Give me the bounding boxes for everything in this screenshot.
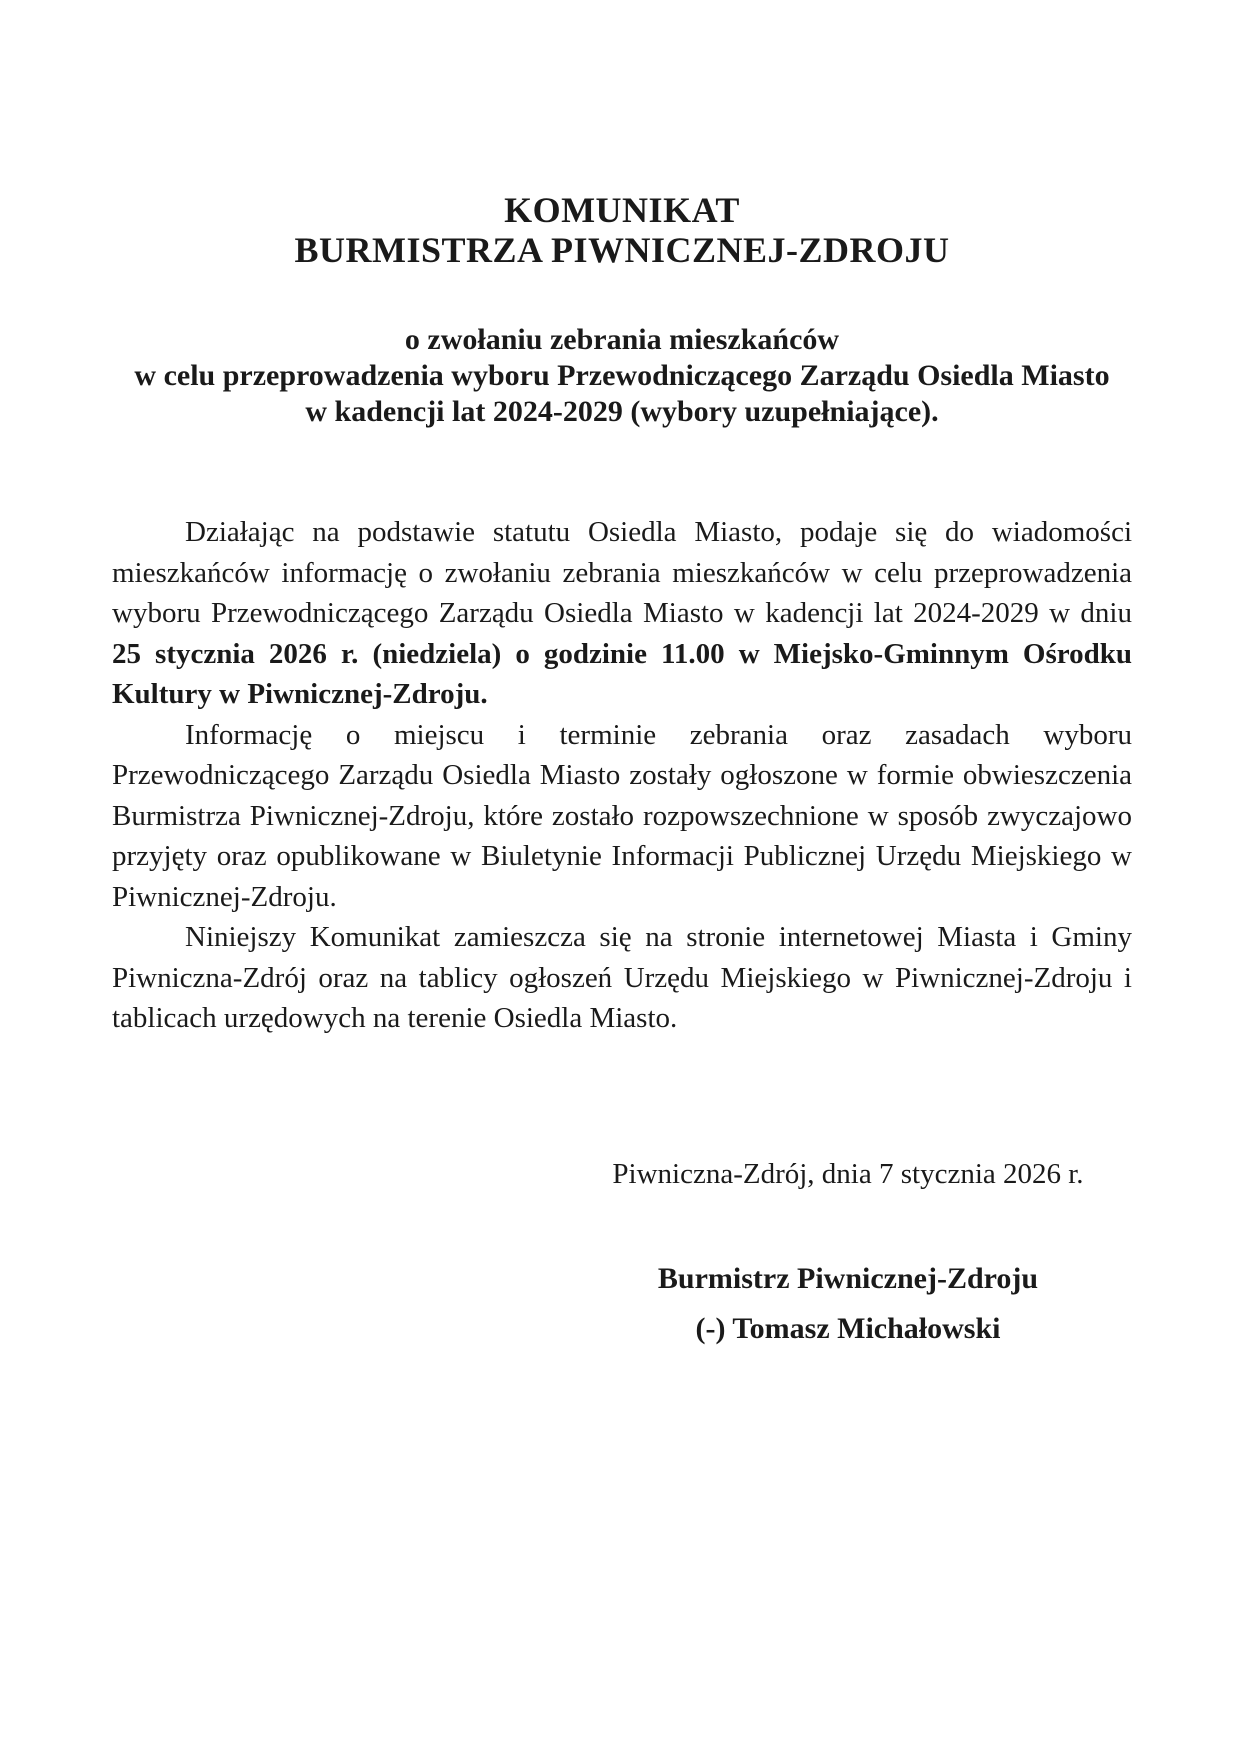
paragraph-2: Informację o miejscu i terminie zebrania oraz zasadach wyboru Przewodniczącego Zarządu Osiedla Miasto zostały ogłoszone w formie obwieszczenia Burmistrza Piwnicznej-Zdroju, które zostało rozpowszechnione w sposób zwyczajowo przyjęty oraz opublikowane w Biuletynie Informacji Publicznej Urzędu Miejskiego w Piwnicznej-Zdroju. (112, 718, 1132, 913)
signature-block (564, 1254, 1132, 1354)
subtitle-line-3: w kadencji lat 2024-2029 (wybory uzupełniające). (305, 395, 939, 428)
subtitle-line-2: w celu przeprowadzenia wyboru Przewodniczącego Zarządu Osiedla Miasto (134, 359, 1110, 392)
paragraph-1 (112, 512, 1132, 715)
dateline-text: Piwniczna-Zdrój, dnia 7 stycznia 2026 r. (612, 1157, 1084, 1190)
document-subtitle (112, 322, 1132, 430)
paragraph-3: Niniejszy Komunikat zamieszcza się na stronie internetowej Miasta i Gminy Piwniczna-Zdrój oraz na tablicy ogłoszeń Urzędu Miejskiego w Piwnicznej-Zdroju i tablicach urzędowych na terenie Osiedla Miasto. (112, 921, 1132, 1034)
paragraph-1-bold-text: 25 stycznia 2026 r. (niedziela) o godzinie 11.00 w Miejsko-Gminnym Ośrodku Kultury w Piwnicznej-Zdroju. (112, 637, 1132, 710)
signature-title: Burmistrz Piwnicznej-Zdroju (657, 1261, 1039, 1295)
paragraph-1-text: Działając na podstawie statutu Osiedla Miasto, podaje się do wiadomości mieszkańców informację o zwołaniu zebrania mieszkańców w celu przeprowadzenia wyboru Przewodniczącego Zarządu Osiedla Miasto w kadencji lat 2024-2029 w dniu (112, 516, 1132, 629)
dateline (564, 1154, 1132, 1194)
title-line-2: BURMISTRZA PIWNICZNEJ-ZDROJU (294, 230, 950, 270)
document-title (112, 190, 1132, 270)
signature-name: (-) Tomasz Michałowski (695, 1311, 1001, 1345)
subtitle-line-1: o zwołaniu zebrania mieszkańców (404, 323, 840, 356)
title-line-1: KOMUNIKAT (504, 190, 740, 230)
document-body (112, 512, 1132, 1039)
